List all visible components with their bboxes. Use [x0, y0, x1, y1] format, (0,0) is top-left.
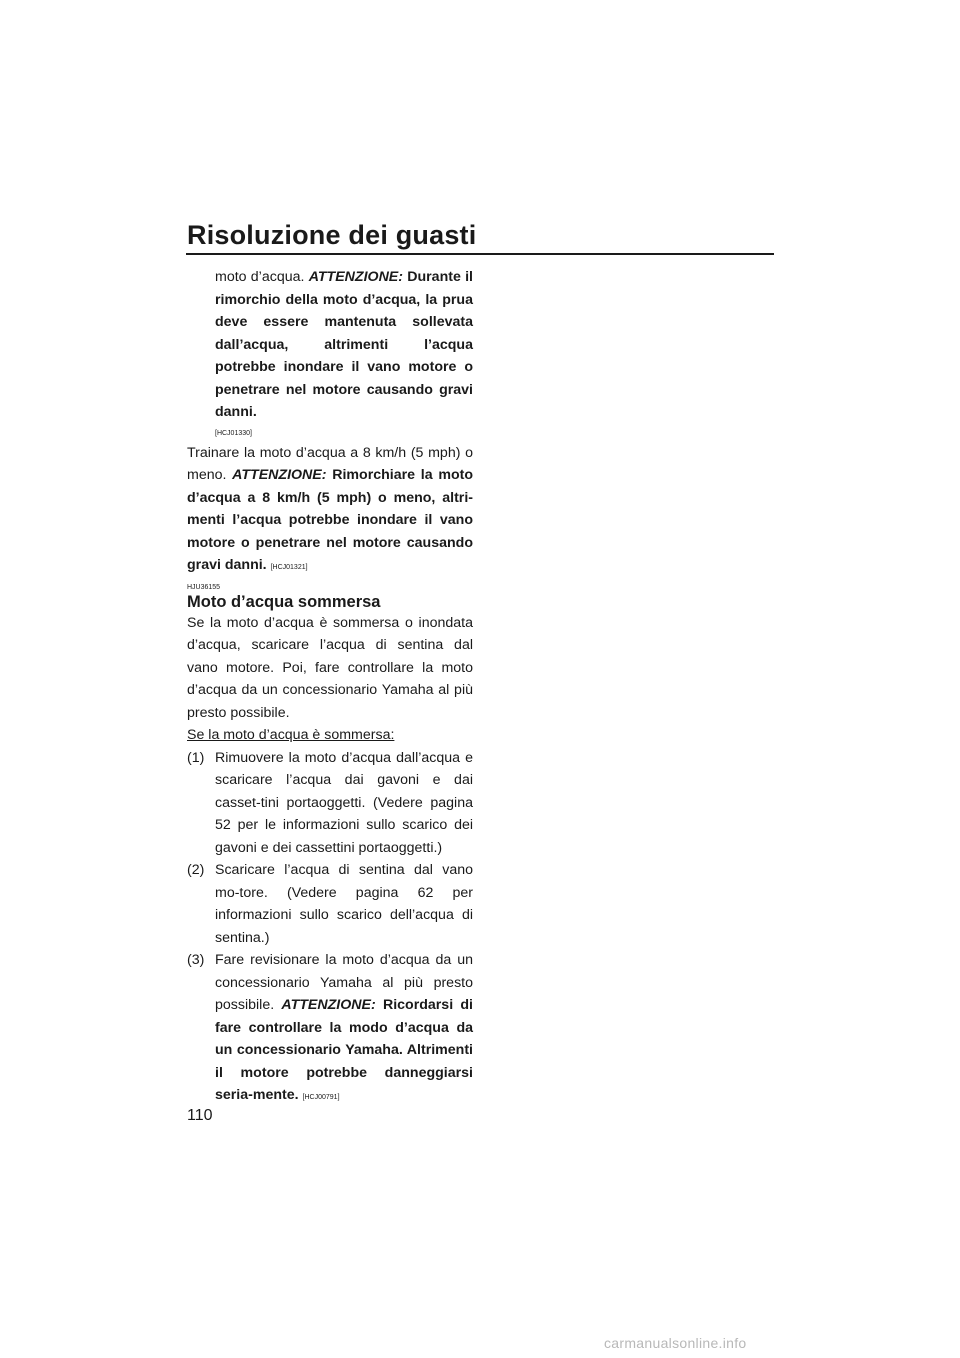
page-number: 110 — [187, 1107, 213, 1124]
procedure-step — [187, 859, 473, 949]
step-text: Rimuovere la moto d’acqua dall’acqua e scaricare l’acqua dai gavoni e dai casset-tini portaoggetti. (Vedere pagina 52 per le informazioni sullo scarico dei gavoni e dei cassettini portaoggetti.) — [215, 749, 473, 856]
towing-warning-block — [187, 266, 473, 440]
attention-label: ATTENZIONE: — [232, 467, 327, 483]
procedure-step — [187, 949, 473, 1110]
reference-code: [HCJ01330] — [215, 429, 252, 437]
step-text: Scaricare l’acqua di sentina dal vano mo-tore. (Vedere pagina 62 per informazioni sullo scarico dell’acqua di sentina.) — [215, 862, 473, 946]
towing-warning-paragraph — [215, 266, 473, 424]
step-number: (3) — [187, 952, 205, 968]
header-rule — [186, 253, 774, 255]
tow-speed-paragraph — [187, 442, 473, 580]
section-intro-paragraph: Se la moto d’acqua è sommersa o inondata d’acqua, scaricare l’acqua di sentina dal vano motore. Poi, fare controllare la moto d’acqua da un concessionario Yamaha al più presto possibile. — [187, 614, 473, 721]
reference-code: [HCJ00791] — [302, 1094, 340, 1101]
step-warning-text: Ricordarsi di fare controllare la modo d’acqua da un concessionario Yamaha. Altrimenti il motore potrebbe danneggiarsi seria-mente. — [215, 997, 474, 1103]
reference-code: [HCJ01321] — [270, 564, 308, 571]
section-title: Moto d’acqua sommersa — [187, 592, 381, 611]
tow-speed-lead-text: Trainare la moto d’acqua a 8 km/h (5 mph) o meno. — [187, 444, 473, 483]
content-column — [187, 266, 473, 1110]
step-number: (2) — [187, 862, 205, 878]
towing-warning-text: Durante il rimorchio della moto d’acqua, la prua deve essere mantenuta sollevata dall’acqua, altrimenti l’acqua potrebbe inondare il vano motore o penetrare nel motore causando gravi danni. — [215, 269, 473, 420]
tow-speed-warning-text: Rimorchiare la moto d’acqua a 8 km/h (5 mph) o meno, altri-menti l’acqua potrebbe inondare il vano motore o penetrare nel motore causando gravi danni. — [187, 467, 473, 573]
procedure-step — [187, 747, 473, 860]
towing-lead-text: moto d’acqua. — [215, 269, 309, 285]
page-header-title: Risoluzione dei guasti — [187, 220, 477, 250]
step-number: (1) — [187, 749, 205, 766]
watermark: carmanualsonline.info — [604, 1335, 747, 1351]
attention-label: ATTENZIONE: — [281, 997, 376, 1013]
step-lead-text: Fare revisionare la moto d’acqua da un concessionario Yamaha al più presto possibile. — [215, 952, 473, 1013]
procedure-steps — [187, 747, 473, 1110]
attention-label: ATTENZIONE: — [308, 269, 403, 285]
procedure-subheading: Se la moto d’acqua è sommersa: — [187, 727, 395, 743]
section-code: HJU36155 — [187, 583, 221, 591]
